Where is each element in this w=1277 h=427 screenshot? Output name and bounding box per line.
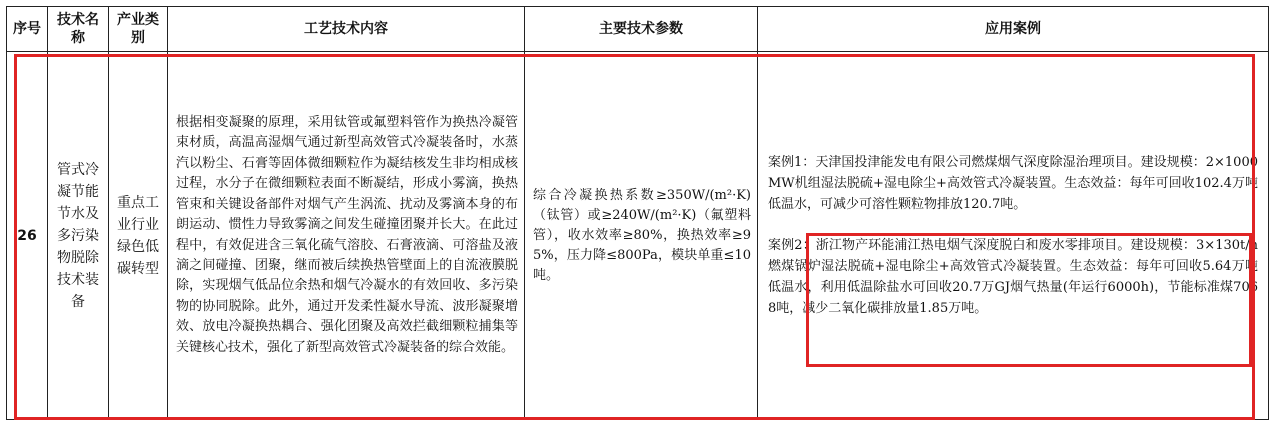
header-name-text: 技术名称 [57,12,99,46]
row-name-cell [48,52,109,420]
technology-table [6,6,1269,420]
table-row [7,52,1269,420]
header-params: 主要技术参数 [525,7,758,52]
row-params: 综合冷凝换热系数≥350W/(m²·K)（钛管）或≥240W/(m²·K)（氟塑料管），收水效率≥80%，换热效率≥95%，压力降≤800Pa，模块单重≤10吨。 [533,187,751,283]
row-params-cell [525,52,758,420]
row-no: 26 [7,52,48,420]
row-process: 根据相变凝聚的原理，采用钛管或氟塑料管作为换热冷凝管束材质，高温高湿烟气通过新型高效管式冷凝装备时，水蒸汽以粉尘、石膏等固体微细颗粒作为凝结核发生非均相成核过程，水分子在微细颗粒表面不断凝结，形成小雾滴，换热管束和关键设备部件对烟气产生涡流、扰动及雾滴本身的布朗运动、惯性力导致雾滴之间发生碰撞团聚并长大。在此过程中，有效促进含三氧化硫气溶胶、石膏液滴、可溶盐及液滴之间碰撞、团聚，继而被后续换热管壁面上的自流液膜脱除，实现烟气低品位余热和烟气冷凝水的有效回收、多污染物的协同脱除。此外，通过开发柔性凝水导流、波形凝聚增效、放电冷凝换热耦合、强化团聚及高效拦截细颗粒捕集等关键核心技术，强化了新型高效管式冷凝装备的综合效能。 [176,115,518,355]
header-row [7,7,1269,52]
row-category: 重点工业行业绿色低碳转型 [117,194,159,277]
row-cases-cell [758,52,1269,420]
row-name: 管式冷凝节能节水及多污染物脱除技术装备 [57,161,99,310]
header-category [109,7,168,52]
header-cases: 应用案例 [758,7,1269,52]
header-process: 工艺技术内容 [168,7,525,52]
case-1: 案例1：天津国投津能发电有限公司燃煤烟气深度除湿治理项目。建设规模：2×1000MW机组湿法脱硫+湿电除尘+高效管式冷凝装置。生态效益：每年可回收102.4万吨低温水，可减少可溶性颗粒物排放120.7吨。 [768,155,1258,212]
case-2: 案例2：浙江物产环能浦江热电烟气深度脱白和废水零排项目。建设规模：3×130t/h燃煤锅炉湿法脱硫+湿电除尘+高效管式冷凝装置。生态效益：每年可回收5.64万吨低温水，利用低温除盐水可回收20.7万GJ烟气热量(年运行6000h)，节能标准煤7068吨，减少二氧化碳排放量1.85万吨。 [768,238,1258,316]
header-category-text: 产业类别 [117,12,159,46]
row-process-cell [168,52,525,420]
header-no: 序号 [7,7,48,52]
case-gap [758,215,1268,235]
header-name [48,7,109,52]
row-category-cell [109,52,168,420]
